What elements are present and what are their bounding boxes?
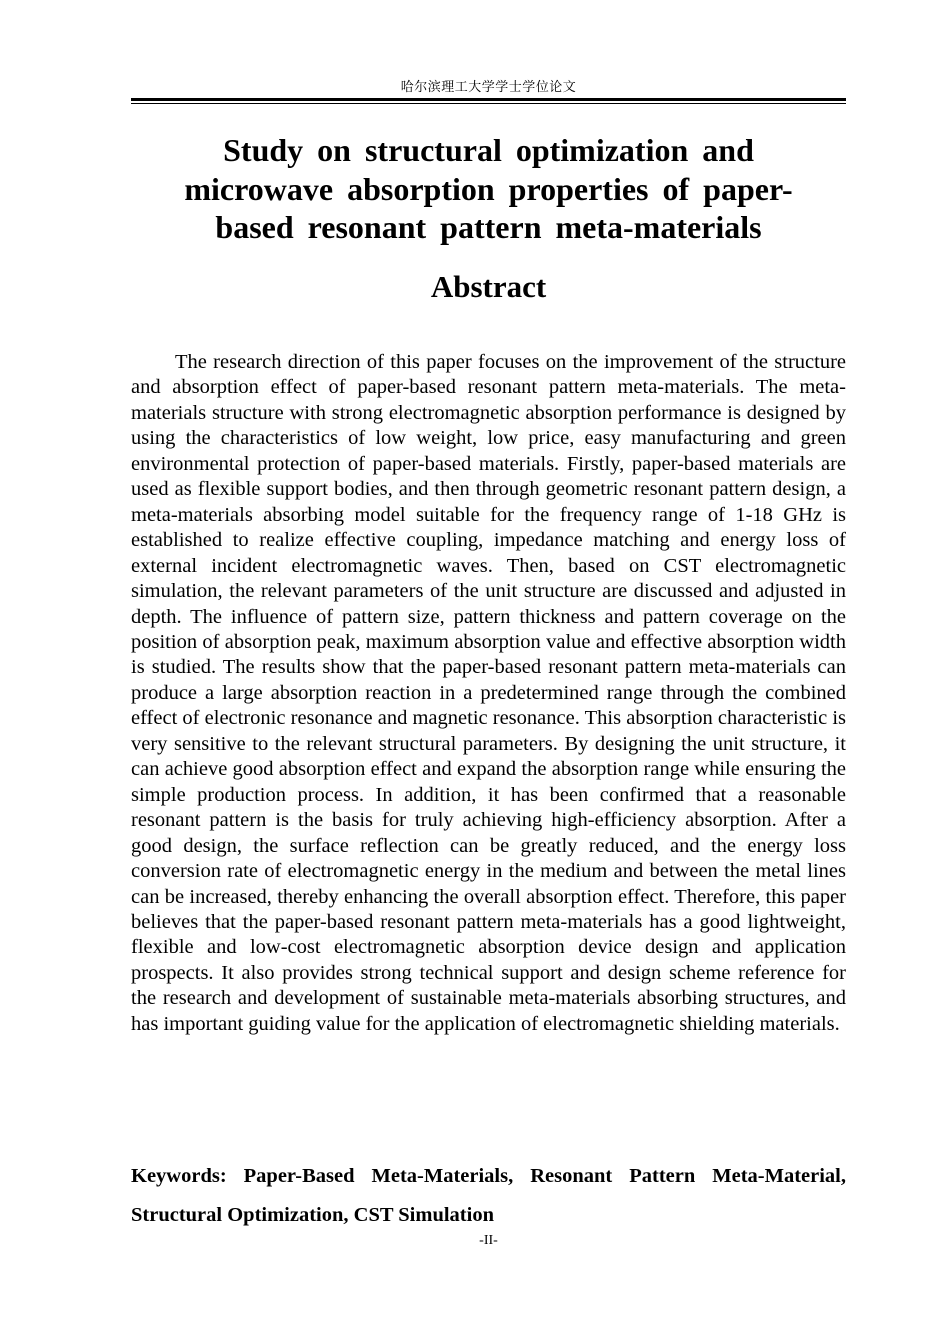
title-line: based resonant pattern meta-materials: [215, 209, 762, 245]
title-line: Study on structural optimization and: [223, 132, 754, 168]
running-header: 哈尔滨理工大学学士学位论文: [400, 80, 577, 95]
keywords: Keywords: Paper-Based Meta-Materials, Resonant Pattern Meta-Material, Structural Optimization, CST Simulation: [131, 1165, 846, 1226]
abstract-body: The research direction of this paper focuses on the improvement of the structure and absorption effect of paper-based resonant pattern meta-materials. The meta-materials structure with strong electromagnetic absorption performance is designed by using the characteristics of low weight, low price, easy manufacturing and green environmental protection of paper-based materials. Firstly, paper-based materials are used as flexible support bodies, and then through geometric resonant pattern design, a meta-materials absorbing model suitable for the frequency range of 1-18 GHz is established to realize effective coupling, impedance matching and energy loss of external incident electromagnetic waves. Then, based on CST electromagnetic simulation, the relevant parameters of the unit structure are discussed and adjusted in depth. The influence of pattern size, pattern thickness and pattern coverage on the position of absorption peak, maximum absorption value and effective absorption width is studied. The results show that the paper-based resonant pattern meta-materials can produce a large absorption reaction in a predetermined range through the combined effect of electronic resonance and magnetic resonance. This absorption characteristic is very sensitive to the relevant structural parameters. By designing the unit structure, it can achieve good absorption effect and expand the absorption range while ensuring the simple production process. In addition, it has been confirmed that a reasonable resonant pattern is the basis for truly achieving high-efficiency absorption. After a good design, the surface reflection can be greatly reduced, and the energy loss conversion rate of electromagnetic energy in the medium and between the metal lines can be increased, thereby enhancing the overall absorption effect. Therefore, this paper believes that the paper-based resonant pattern meta-materials has a good lightweight, flexible and low-cost electromagnetic absorption device design and application prospects. It also provides strong technical support and design scheme reference for the research and development of sustainable meta-materials absorbing structures, and has important guiding value for the application of electromagnetic shielding materials.: [131, 351, 846, 1035]
abstract-heading: Abstract: [430, 269, 547, 304]
header-rule: [131, 98, 846, 105]
paper-title: [131, 131, 846, 247]
header-rule-thick: [131, 98, 846, 101]
page-number: -II-: [479, 1233, 498, 1248]
title-line: microwave absorption properties of paper-: [184, 170, 793, 207]
header-rule-thin: [131, 103, 846, 104]
